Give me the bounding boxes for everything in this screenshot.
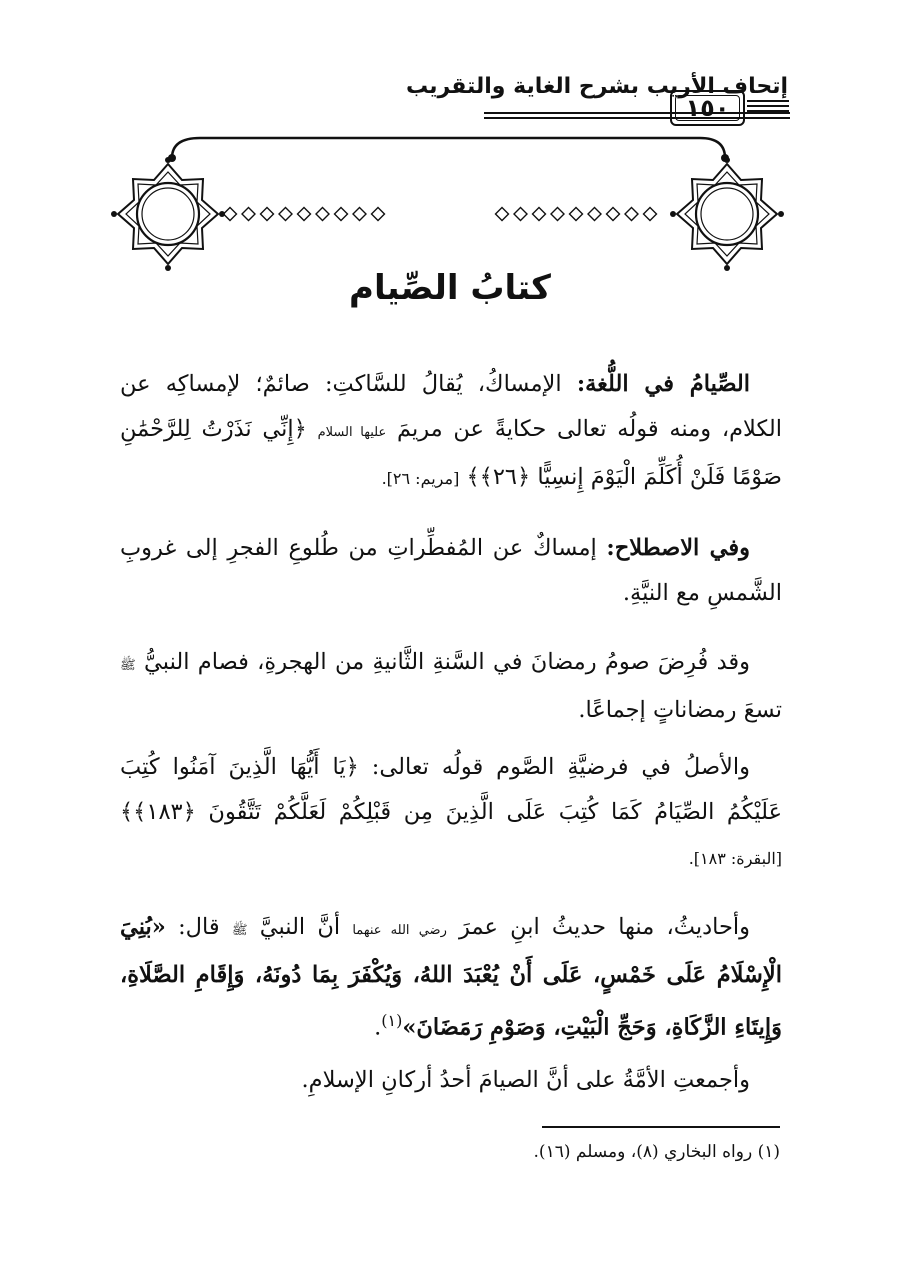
body-text: قال:: [165, 914, 232, 940]
chapter-ornament: [0, 120, 900, 280]
term-label: الصِّيامُ في اللُّغة:: [576, 371, 750, 397]
quran-verse: ﴿يَا أَيُّهَا الَّذِينَ آمَنُوا كُتِبَ عَلَيْكُمُ الصِّيَامُ كَمَا كُتِبَ عَلَى الَّذِينَ مِن قَبْلِكُمْ لَعَلَّكُمْ تَتَّقُونَ ﴿١٨٣﴾﴾: [120, 754, 782, 825]
paragraph-technical-definition: [120, 526, 782, 616]
running-title: إتحاف الأريب بشرح الغاية والتقريب: [405, 74, 788, 99]
honorific: عليها السلام: [317, 425, 387, 440]
paragraph-linguistic-definition: [120, 362, 782, 501]
ornament-diamond: [588, 208, 601, 221]
ornament-diamond: [533, 208, 546, 221]
body-text: .: [374, 1014, 382, 1041]
header-rule: [747, 105, 789, 107]
paragraph-obligation: [120, 640, 782, 733]
body-text: الإمساكُ، يُقالُ للسَّاكتِ: صائمٌ؛ لإمساكِه عن الكلام، ومنه قولُه تعالى حكايةً عن مريمَ: [120, 371, 783, 442]
ornament-diamond: [261, 208, 274, 221]
header-rule: [747, 100, 789, 102]
body-text: وقد فُرِضَ صومُ رمضانَ في السَّنةِ الثَّانيةِ من الهجرةِ، فصام النبيُّ: [144, 649, 751, 675]
verse-reference: [البقرة: ١٨٣].: [688, 849, 782, 868]
ornament-diamond: [335, 208, 348, 221]
footnote-number: (١): [757, 1142, 780, 1162]
footnote: [534, 1142, 780, 1162]
ornament-diamond: [607, 208, 620, 221]
ornament-diamond: [353, 208, 366, 221]
ornament-diamond: [372, 208, 385, 221]
ornament-diamond: [551, 208, 564, 221]
ornament-diamond: [570, 208, 583, 221]
ornament-diamond: [279, 208, 292, 221]
body-text: إمساكٌ عن المُفطِّراتِ من طُلوعِ الفجرِ إلى غروبِ الشَّمسِ مع النيَّةِ.: [120, 535, 782, 606]
body-text: وأحاديثُ، منها حديثُ ابنِ عمرَ: [459, 914, 750, 940]
ornament-diamond: [224, 208, 237, 221]
body-text: تسعَ رمضاناتٍ إجماعًا.: [578, 697, 782, 723]
footnote-separator: [542, 1126, 780, 1128]
ornament-diamond: [625, 208, 638, 221]
honorific: ﷺ: [120, 658, 136, 673]
body-text: والأصلُ في فرضيَّةِ الصَّوم قولُه تعالى:: [371, 754, 751, 780]
rosette-right: [670, 157, 784, 271]
footnote-marker[interactable]: (١): [381, 1011, 403, 1030]
ornament-diamond: [644, 208, 657, 221]
quran-verse: ﴿إِنِّي نَذَرْتُ لِلرَّحْمَٰنِ صَوْمًا فَلَنْ أُكَلِّمَ الْيَوْمَ إِنسِيًّا ﴿٢٦﴾﴾: [120, 416, 782, 490]
honorific: رضي الله عنهما: [352, 923, 447, 938]
hadith-text: «بُنِيَ الْإِسْلَامُ عَلَى خَمْسٍ، عَلَى أَنْ يُعْبَدَ اللهُ، وَيُكْفَرَ بِمَا دُونَهُ، وَإِقَامِ الصَّلَاةِ، وَإِيتَاءِ الزَّكَاةِ، وَحَجِّ الْبَيْتِ، وَصَوْمِ رَمَضَانَ»: [120, 914, 782, 1041]
term-label: وفي الاصطلاح:: [606, 535, 751, 561]
verse-reference: [مريم: ٢٦].: [381, 469, 460, 488]
ornament-diamond: [316, 208, 329, 221]
chapter-title: كتابُ الصِّيام: [349, 268, 551, 308]
ornament-diamond: [298, 208, 311, 221]
body-text: أنَّ النبيَّ: [259, 914, 353, 940]
header-rule: [747, 110, 789, 112]
footnote-text: رواه البخاري (٨)، ومسلم (١٦).: [533, 1142, 758, 1162]
ornament-diamond: [514, 208, 527, 221]
ornament-diamond: [496, 208, 509, 221]
paragraph-quran-evidence: [120, 745, 782, 881]
rosette-left: [111, 157, 225, 271]
honorific: ﷺ: [231, 923, 248, 938]
paragraph-consensus: [120, 1058, 782, 1103]
paragraph-hadith-evidence: [120, 905, 782, 1051]
page-number: ١٥٠: [685, 94, 730, 122]
body-text: وأجمعتِ الأمَّةُ على أنَّ الصيامَ أحدُ أركانِ الإسلامِ.: [301, 1067, 750, 1093]
ornament-diamond: [242, 208, 255, 221]
